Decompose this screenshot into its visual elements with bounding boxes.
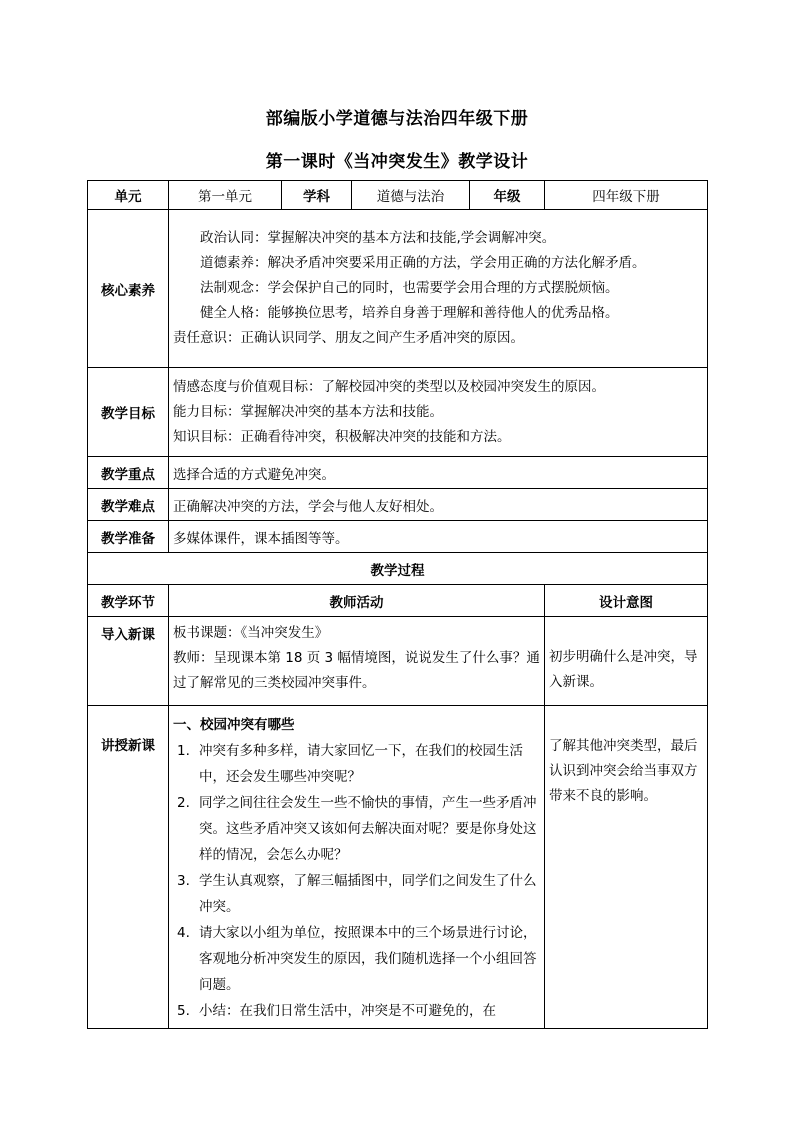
lecture-step — [173, 920, 540, 998]
goals-label: 教学目标 — [88, 368, 169, 457]
lecture-steps — [173, 738, 540, 1024]
stage-column-header: 教学环节 — [88, 585, 169, 617]
document-title: 部编版小学道德与法治四年级下册 — [265, 109, 529, 129]
subject-value: 道德与法治 — [352, 181, 470, 210]
lecture-step — [173, 790, 540, 868]
intro-row — [88, 617, 708, 706]
core-line: 道德素养：解决矛盾冲突要采用正确的方法，学会用正确的方法化解矛盾。 — [200, 255, 646, 271]
prep-text: 多媒体课件，课本插图等等。 — [169, 521, 708, 553]
process-title: 教学过程 — [88, 553, 708, 585]
step-text: 小结：在我们日常生活中，冲突是不可避免的，在 — [199, 1003, 496, 1019]
intro-line: 板书课题：《当冲突发生》 — [173, 625, 329, 641]
step-text: 学生认真观察，了解三幅插图中，同学们之间发生了什么冲突。 — [199, 873, 537, 915]
difficulty-text: 正确解决冲突的方法，学会与他人友好相处。 — [169, 489, 708, 521]
intro-stage-label: 导入新课 — [88, 617, 169, 706]
process-header-row — [88, 585, 708, 617]
lecture-teacher-activity — [169, 706, 545, 1029]
step-text: 冲突有多种多样，请大家回忆一下，在我们的校园生活中，还会发生哪些冲突呢？ — [199, 743, 523, 785]
core-literacy-content — [169, 210, 708, 368]
subject-label: 学科 — [282, 181, 352, 210]
step-number: 5. — [177, 1003, 190, 1019]
lecture-step — [173, 868, 540, 920]
core-line: 政治认同：掌握解决冲突的基本方法和技能,学会调解冲突。 — [200, 230, 556, 246]
lesson-plan-table — [87, 180, 708, 1029]
grade-value: 四年级下册 — [545, 181, 708, 210]
prep-row — [88, 521, 708, 553]
goal-line: 能力目标：掌握解决冲突的基本方法和技能。 — [173, 403, 443, 420]
lecture-heading: 一、校园冲突有哪些 — [173, 717, 295, 733]
step-number: 3. — [177, 873, 190, 889]
goal-line: 知识目标：正确看待冲突，积极解决冲突的技能和方法。 — [173, 428, 511, 445]
process-title-row — [88, 553, 708, 585]
unit-value: 第一单元 — [169, 181, 282, 210]
core-literacy-label: 核心素养 — [88, 210, 169, 368]
document-subtitle: 第一课时《当冲突发生》教学设计 — [265, 152, 529, 172]
lecture-step — [173, 738, 540, 790]
goals-content — [169, 368, 708, 457]
step-text: 请大家以小组为单位，按照课本中的三个场景进行讨论，客观地分析冲突发生的原因，我们随机选择一个小组回答问题。 — [199, 925, 537, 993]
step-text: 同学之间往往会发生一些不愉快的事情，产生一些矛盾冲突。这些矛盾冲突又该如何去解决面对呢？要是你身处这样的情况，会怎么办呢？ — [199, 795, 537, 863]
teacher-activity-column-header: 教师活动 — [169, 585, 545, 617]
intro-line: 教师：呈现课本第 18 页 3 幅情境图，说说发生了什么事？通过了解常见的三类校园冲突事件。 — [173, 650, 540, 691]
lecture-design-intent: 了解其他冲突类型，最后认识到冲突会给当事双方带来不良的影响。 — [545, 706, 708, 1029]
focus-label: 教学重点 — [88, 457, 169, 489]
design-intent-column-header: 设计意图 — [545, 585, 708, 617]
difficulty-label: 教学难点 — [88, 489, 169, 521]
intro-teacher-activity — [169, 617, 545, 706]
step-number: 2. — [177, 795, 190, 811]
prep-label: 教学准备 — [88, 521, 169, 553]
unit-label: 单元 — [88, 181, 169, 210]
core-line: 责任意识：正确认识同学、朋友之间产生矛盾冲突的原因。 — [173, 330, 524, 346]
focus-row — [88, 457, 708, 489]
lecture-step — [173, 998, 540, 1024]
step-number: 4. — [177, 925, 190, 941]
lecture-stage-label: 讲授新课 — [88, 706, 169, 1029]
header-row — [88, 181, 708, 210]
core-line: 法制观念：学会保护自己的同时，也需要学会用合理的方式摆脱烦恼。 — [200, 280, 619, 296]
difficulty-row — [88, 489, 708, 521]
goal-line: 情感态度与价值观目标：了解校园冲突的类型以及校园冲突发生的原因。 — [173, 378, 605, 395]
goals-row — [88, 368, 708, 457]
lecture-row — [88, 706, 708, 1029]
focus-text: 选择合适的方式避免冲突。 — [169, 457, 708, 489]
step-number: 1. — [177, 743, 190, 759]
intro-design-intent: 初步明确什么是冲突，导入新课。 — [545, 617, 708, 706]
core-line: 健全人格：能够换位思考，培养自身善于理解和善待他人的优秀品格。 — [200, 305, 619, 321]
core-literacy-row — [88, 210, 708, 368]
grade-label: 年级 — [470, 181, 545, 210]
